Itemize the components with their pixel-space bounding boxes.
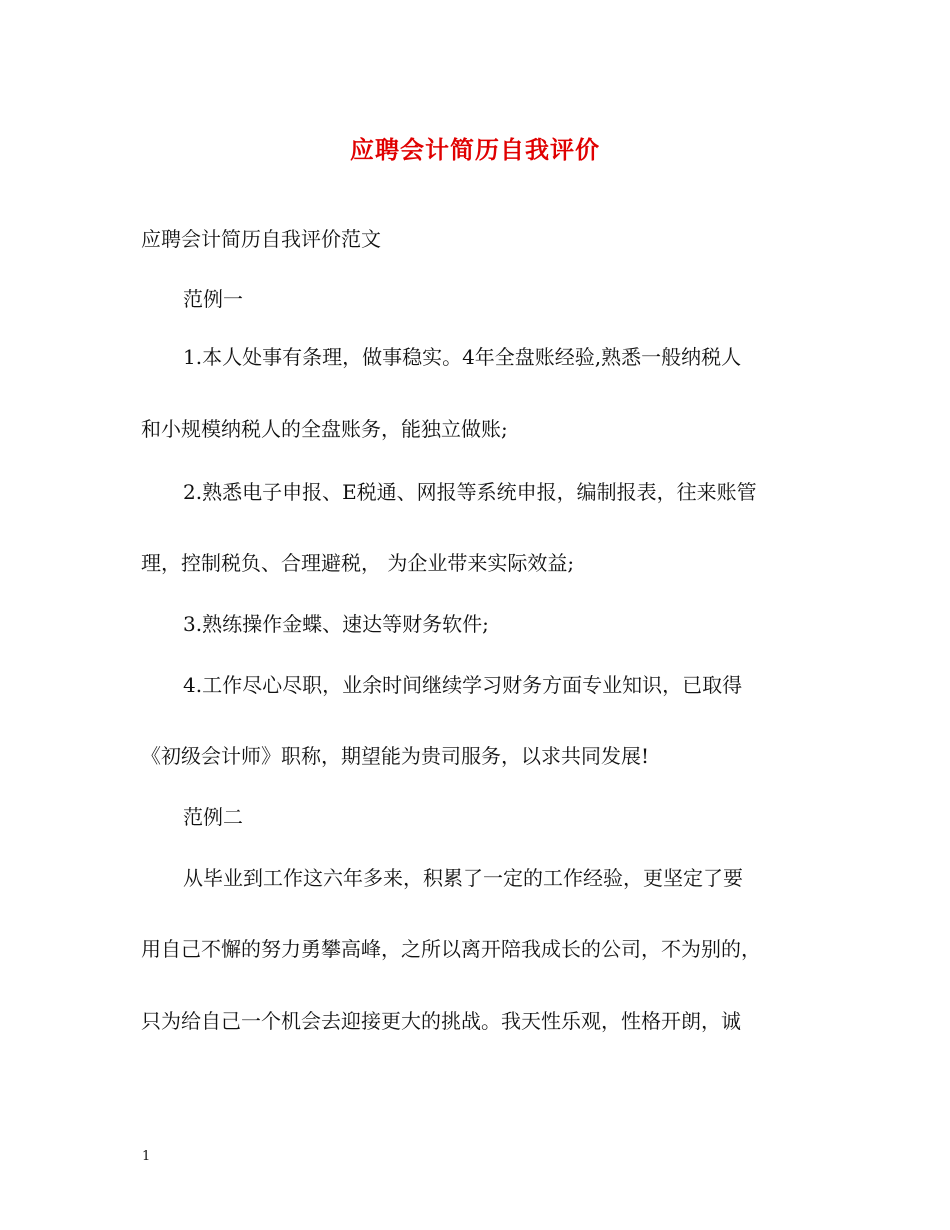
paragraph-line: 4.工作尽心尽职，业余时间继续学习财务方面专业知识，已取得 (183, 673, 743, 697)
paragraph-line: 3.熟练操作金蝶、速达等财务软件; (183, 612, 489, 636)
paragraph-line: 《初级会计师》职称，期望能为贵司服务，以求共同发展! (141, 744, 650, 768)
paragraph-line: 和小规模纳税人的全盘账务，能独立做账; (141, 417, 508, 441)
subtitle-line: 应聘会计简历自我评价范文 (141, 227, 381, 251)
document-title: 应聘会计简历自我评价 (350, 135, 600, 164)
section-heading-example-2: 范例二 (183, 805, 243, 829)
paragraph-line: 只为给自己一个机会去迎接更大的挑战。我天性乐观，性格开朗，诚 (141, 1009, 741, 1033)
page-number: 1 (142, 1149, 151, 1164)
paragraph-line: 理，控制税负、合理避税， 为企业带来实际效益; (141, 551, 575, 575)
paragraph-line: 2.熟悉电子申报、E税通、网报等系统申报，编制报表，往来账管 (183, 480, 757, 504)
paragraph-line: 用自己不懈的努力勇攀高峰，之所以离开陪我成长的公司，不为别的， (141, 937, 761, 961)
paragraph-line: 从毕业到工作这六年多来，积累了一定的工作经验，更坚定了要 (183, 866, 743, 890)
paragraph-line: 1.本人处事有条理，做事稳实。4年全盘账经验,熟悉一般纳税人 (183, 345, 742, 369)
section-heading-example-1: 范例一 (183, 287, 243, 311)
